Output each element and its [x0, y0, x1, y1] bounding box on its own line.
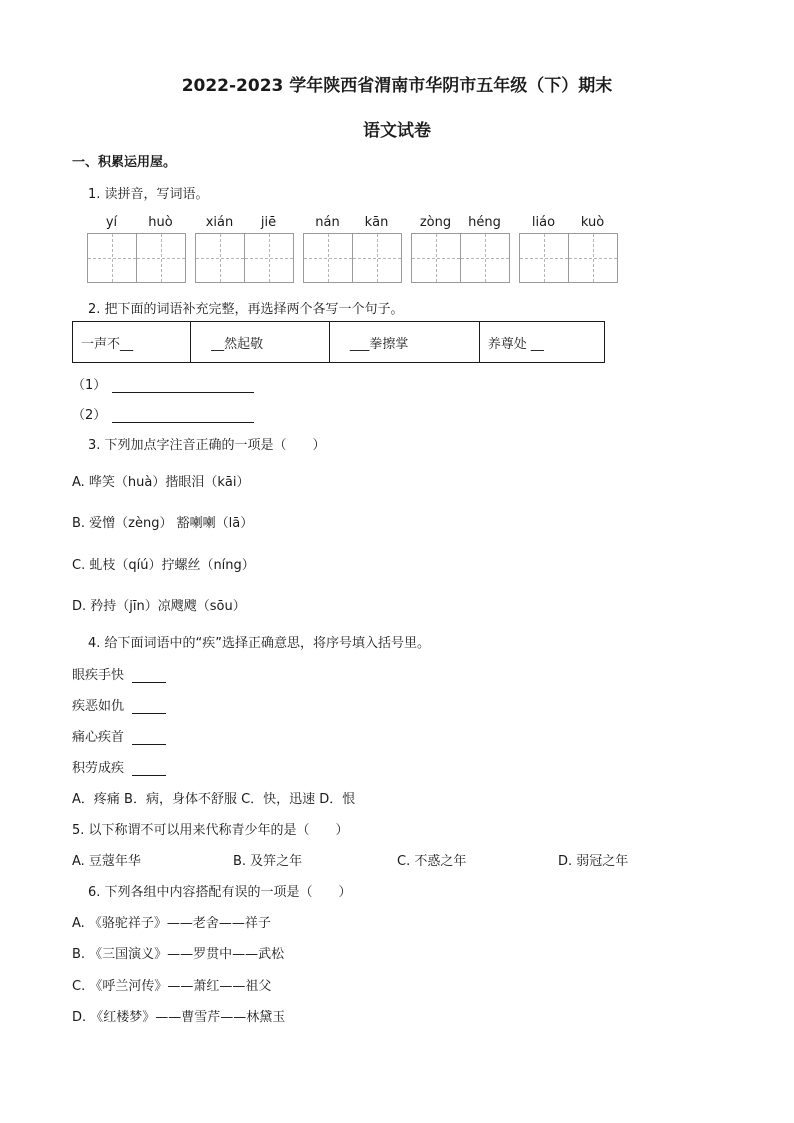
grid-cell[interactable] [411, 233, 461, 283]
word-label: 眼疾手快 [72, 668, 125, 683]
grid-cell[interactable] [568, 233, 618, 283]
question-5-prompt: 5. 以下称谓不可以用来代称青少年的是（ ） [72, 823, 349, 838]
question-4-prompt: 4. 给下面词语中的“疾”选择正确意思，将序号填入括号里。 [88, 636, 431, 651]
pinyin: liáo [531, 215, 556, 230]
exam-subtitle: 语文试卷 [363, 121, 431, 141]
option-c[interactable]: C. 《呼兰河传》——萧红——祖父 [72, 979, 272, 994]
answer-blank[interactable] [132, 732, 166, 745]
pinyin: kān [364, 215, 389, 230]
question-3-prompt: 3. 下列加点字注音正确的一项是（ ） [88, 438, 326, 453]
grid-cell[interactable] [303, 233, 353, 283]
idiom-cell[interactable]: 养尊处 __ [479, 322, 604, 363]
word-item [72, 726, 166, 745]
option-d[interactable]: D. 矜持（jīn）凉飕飕（sōu） [72, 599, 246, 614]
answer-blank[interactable] [112, 408, 254, 423]
word-label: 痛心疾首 [72, 730, 125, 745]
pinyin: huò [148, 215, 173, 230]
answer-blank[interactable] [132, 670, 166, 683]
writing-grid[interactable] [411, 233, 509, 282]
question-2-prompt: 2. 把下面的词语补充完整，再选择两个各写一个句子。 [88, 302, 404, 317]
grid-cell[interactable] [519, 233, 569, 283]
word-label: 疾恶如仇 [72, 699, 125, 714]
answer-label: （1） [72, 378, 107, 393]
meaning-choices: A．疼痛 B．病，身体不舒服 C．快，迅速 D．恨 [72, 792, 356, 807]
option-d[interactable]: D. 《红楼梦》——曹雪芹——林黛玉 [72, 1010, 286, 1025]
pinyin: jiē [260, 215, 277, 230]
answer-line-1 [72, 374, 254, 393]
answer-blank[interactable] [132, 763, 166, 776]
answer-blank[interactable] [112, 378, 254, 393]
writing-grid[interactable] [303, 233, 401, 282]
answer-line-2 [72, 404, 254, 423]
pinyin: héng [468, 215, 501, 230]
word-item [72, 695, 166, 714]
pinyin-row [0, 215, 794, 231]
pinyin: nán [315, 215, 340, 230]
pinyin: xián [205, 215, 234, 230]
grid-cell[interactable] [195, 233, 245, 283]
exam-title: 2022-2023 学年陕西省渭南市华阴市五年级（下）期末 [181, 76, 613, 96]
grid-cell[interactable] [87, 233, 137, 283]
pinyin: yí [105, 215, 118, 230]
section-heading: 一、积累运用屋。 [72, 155, 177, 170]
option-b[interactable]: B. 《三国演义》——罗贯中——武松 [72, 947, 285, 962]
option-c[interactable]: C. 虬枝（qíú）拧螺丝（níng） [72, 558, 255, 573]
idiom-table [72, 321, 605, 363]
option-c[interactable]: C. 不惑之年 [397, 854, 467, 869]
option-b[interactable]: B. 及笄之年 [233, 854, 303, 869]
option-d[interactable]: D. 弱冠之年 [558, 854, 629, 869]
option-a[interactable]: A. 《骆驼祥子》——老舍——祥子 [72, 916, 271, 931]
question-6-prompt: 6. 下列各组中内容搭配有误的一项是（ ） [88, 885, 352, 900]
grid-cell[interactable] [244, 233, 294, 283]
grid-cell[interactable] [136, 233, 186, 283]
writing-grid[interactable] [519, 233, 617, 282]
answer-blank[interactable] [132, 701, 166, 714]
idiom-cell[interactable]: __然起敬 [191, 322, 330, 363]
pinyin: zòng [419, 215, 452, 230]
word-item [72, 757, 166, 776]
idiom-cell[interactable]: 一声不__ [73, 322, 191, 363]
question-1-prompt: 1. 读拼音，写词语。 [88, 187, 209, 202]
word-label: 积劳成疾 [72, 761, 125, 776]
grid-cell[interactable] [352, 233, 402, 283]
option-a[interactable]: A. 哗笑（huà）揩眼泪（kāi） [72, 475, 250, 490]
writing-grid[interactable] [87, 233, 185, 282]
word-item [72, 664, 166, 683]
grid-cell[interactable] [460, 233, 510, 283]
pinyin: kuò [580, 215, 605, 230]
answer-label: （2） [72, 408, 107, 423]
writing-grid[interactable] [195, 233, 293, 282]
option-b[interactable]: B. 爱憎（zèng） 豁喇喇（lā） [72, 516, 254, 531]
option-a[interactable]: A. 豆蔻年华 [72, 854, 141, 869]
idiom-cell[interactable]: ___拳擦掌 [329, 322, 479, 363]
